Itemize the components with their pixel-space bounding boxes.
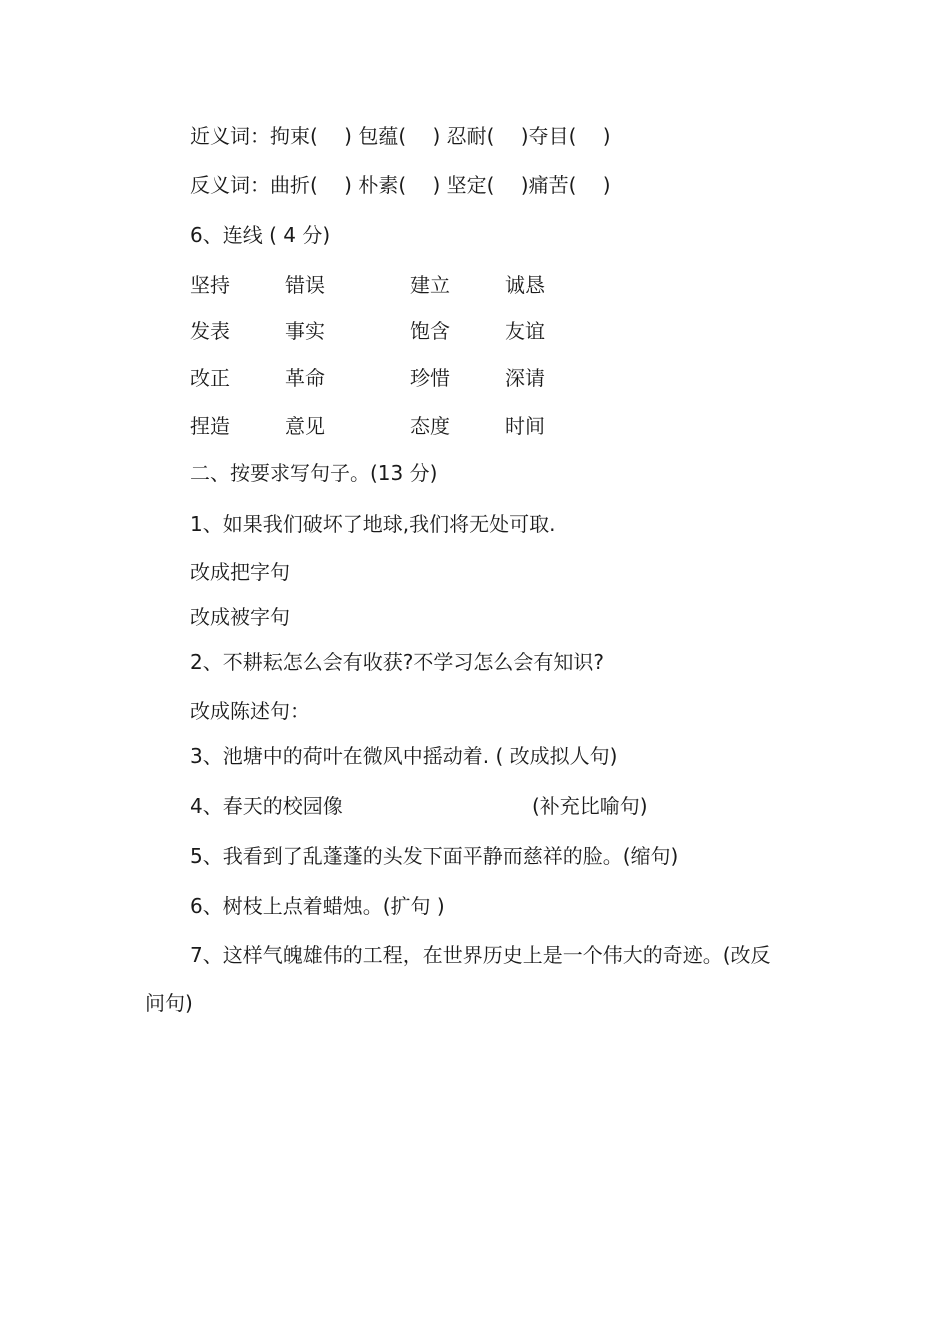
- match-word: 建立: [410, 273, 450, 297]
- match-word: 事实: [285, 319, 325, 343]
- section-2-title: 二、按要求写句子。(13 分): [190, 461, 438, 485]
- match-word: 态度: [410, 414, 450, 438]
- match-word: 时间: [505, 414, 545, 438]
- match-word: 深请: [505, 366, 545, 390]
- sentence-1-task-a: 改成把字句: [190, 560, 290, 584]
- sentence-6: 6、树枝上点着蜡烛。(扩句 ): [190, 894, 445, 918]
- sentence-1-task-b: 改成被字句: [190, 605, 290, 629]
- question-6-title: 6、连线 ( 4 分): [190, 223, 331, 247]
- match-word: 珍惜: [410, 366, 450, 390]
- sentence-2: 2、不耕耘怎么会有收获?不学习怎么会有知识?: [190, 650, 604, 674]
- match-word: 诚恳: [505, 273, 545, 297]
- match-word: 革命: [285, 366, 325, 390]
- sentence-7-line-1: 7、这样气魄雄伟的工程，在世界历史上是一个伟大的奇迹。(改反: [190, 943, 771, 967]
- sentence-1: 1、如果我们破坏了地球,我们将无处可取.: [190, 512, 556, 536]
- match-word: 意见: [285, 414, 325, 438]
- sentence-5: 5、我看到了乱蓬蓬的头发下面平静而慈祥的脸。(缩句): [190, 844, 679, 868]
- antonyms-line: 反义词：曲折( ) 朴素( ) 坚定( )痛苦( ): [190, 173, 611, 197]
- synonyms-line: 近义词：拘束( ) 包蕴( ) 忍耐( )夺目( ): [190, 124, 611, 148]
- sentence-7-line-2: 问句): [145, 991, 193, 1015]
- match-word: 发表: [190, 319, 230, 343]
- match-word: 饱含: [410, 319, 450, 343]
- sentence-4-note: (补充比喻句): [532, 794, 648, 818]
- match-word: 错误: [285, 273, 325, 297]
- sentence-4: 4、春天的校园像: [190, 794, 343, 818]
- match-word: 捏造: [190, 414, 230, 438]
- match-word: 友谊: [505, 319, 545, 343]
- match-word: 坚持: [190, 273, 230, 297]
- match-word: 改正: [190, 366, 230, 390]
- sentence-3: 3、池塘中的荷叶在微风中摇动着. ( 改成拟人句): [190, 744, 618, 768]
- sentence-2-task: 改成陈述句：: [190, 699, 310, 723]
